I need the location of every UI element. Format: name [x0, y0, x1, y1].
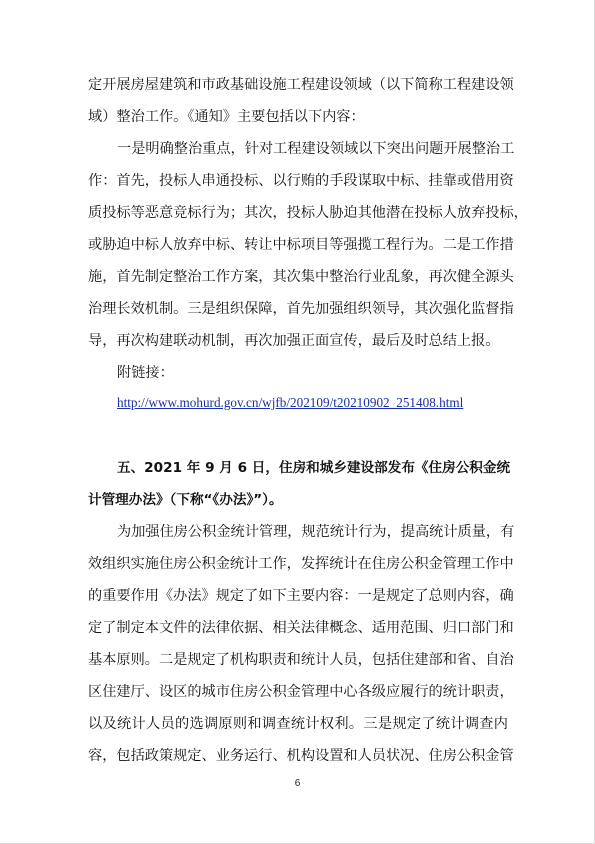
body-text-line: 定了制定本文件的法律依据、相关法律概念、适用范围、归口部门和 [88, 620, 514, 636]
page-number: 6 [294, 778, 301, 789]
body-text-line: 基本原则。二是规定了机构职责和统计人员，包括住建部和省、自治 [88, 652, 514, 668]
body-text-line: 施，首先制定整治工作方案，其次集中整治行业乱象，再次健全源头 [88, 269, 514, 285]
body-text-line: 以及统计人员的选调原则和调查统计权利。三是规定了统计调查内 [88, 716, 508, 732]
attachment-link-row [117, 390, 463, 416]
body-text-line: 质投标等恶意竞标行为；其次，投标人胁迫其他潜在投标人放弃投标， [88, 205, 528, 221]
section-heading-line: 计管理办法》（下称“《办法》”）。 [88, 492, 283, 508]
body-text-line: 作：首先，投标人串通投标、以行贿的手段谋取中标、挂靠或借用资 [88, 173, 514, 189]
body-text-line: 的重要作用《办法》规定了如下主要内容：一是规定了总则内容，确 [88, 588, 514, 604]
section-heading-line: 五、2021 年 9 月 6 日，住房和城乡建设部发布《住房公积金统 [117, 460, 511, 476]
attachment-link[interactable]: http://www.mohurd.gov.cn/wjfb/202109/t20210902_251408.html [117, 395, 464, 410]
body-text-line: 效组织实施住房公积金统计工作，发挥统计在住房公积金管理工作中 [88, 556, 514, 572]
body-text-line: 治理长效机制。三是组织保障，首先加强组织领导，其次强化监督指 [88, 301, 514, 317]
body-text-line: 容，包括政策规定、业务运行、机构设置和人员状况、住房公积金管 [88, 748, 514, 764]
body-text-line: 为加强住房公积金统计管理，规范统计行为，提高统计质量，有 [117, 524, 515, 540]
body-text-line: 区住建厅、设区的城市住房公积金管理中心各级应履行的统计职责， [88, 684, 514, 700]
body-text-line: 或胁迫中标人放弃中标、转让中标项目等强揽工程行为。二是工作措 [88, 237, 514, 253]
body-text-line: 定开展房屋建筑和市政基础设施工程建设领域（以下简称工程建设领 [88, 77, 514, 93]
body-text-line: 导，再次构建联动机制，再次加强正面宣传，最后及时总结上报。 [88, 333, 500, 349]
body-text-line: 域）整治工作。《通知》主要包括以下内容： [88, 109, 365, 125]
body-text-line: 一是明确整治重点，针对工程建设领域以下突出问题开展整治工 [117, 141, 515, 157]
attachment-label: 附链接： [117, 365, 174, 381]
